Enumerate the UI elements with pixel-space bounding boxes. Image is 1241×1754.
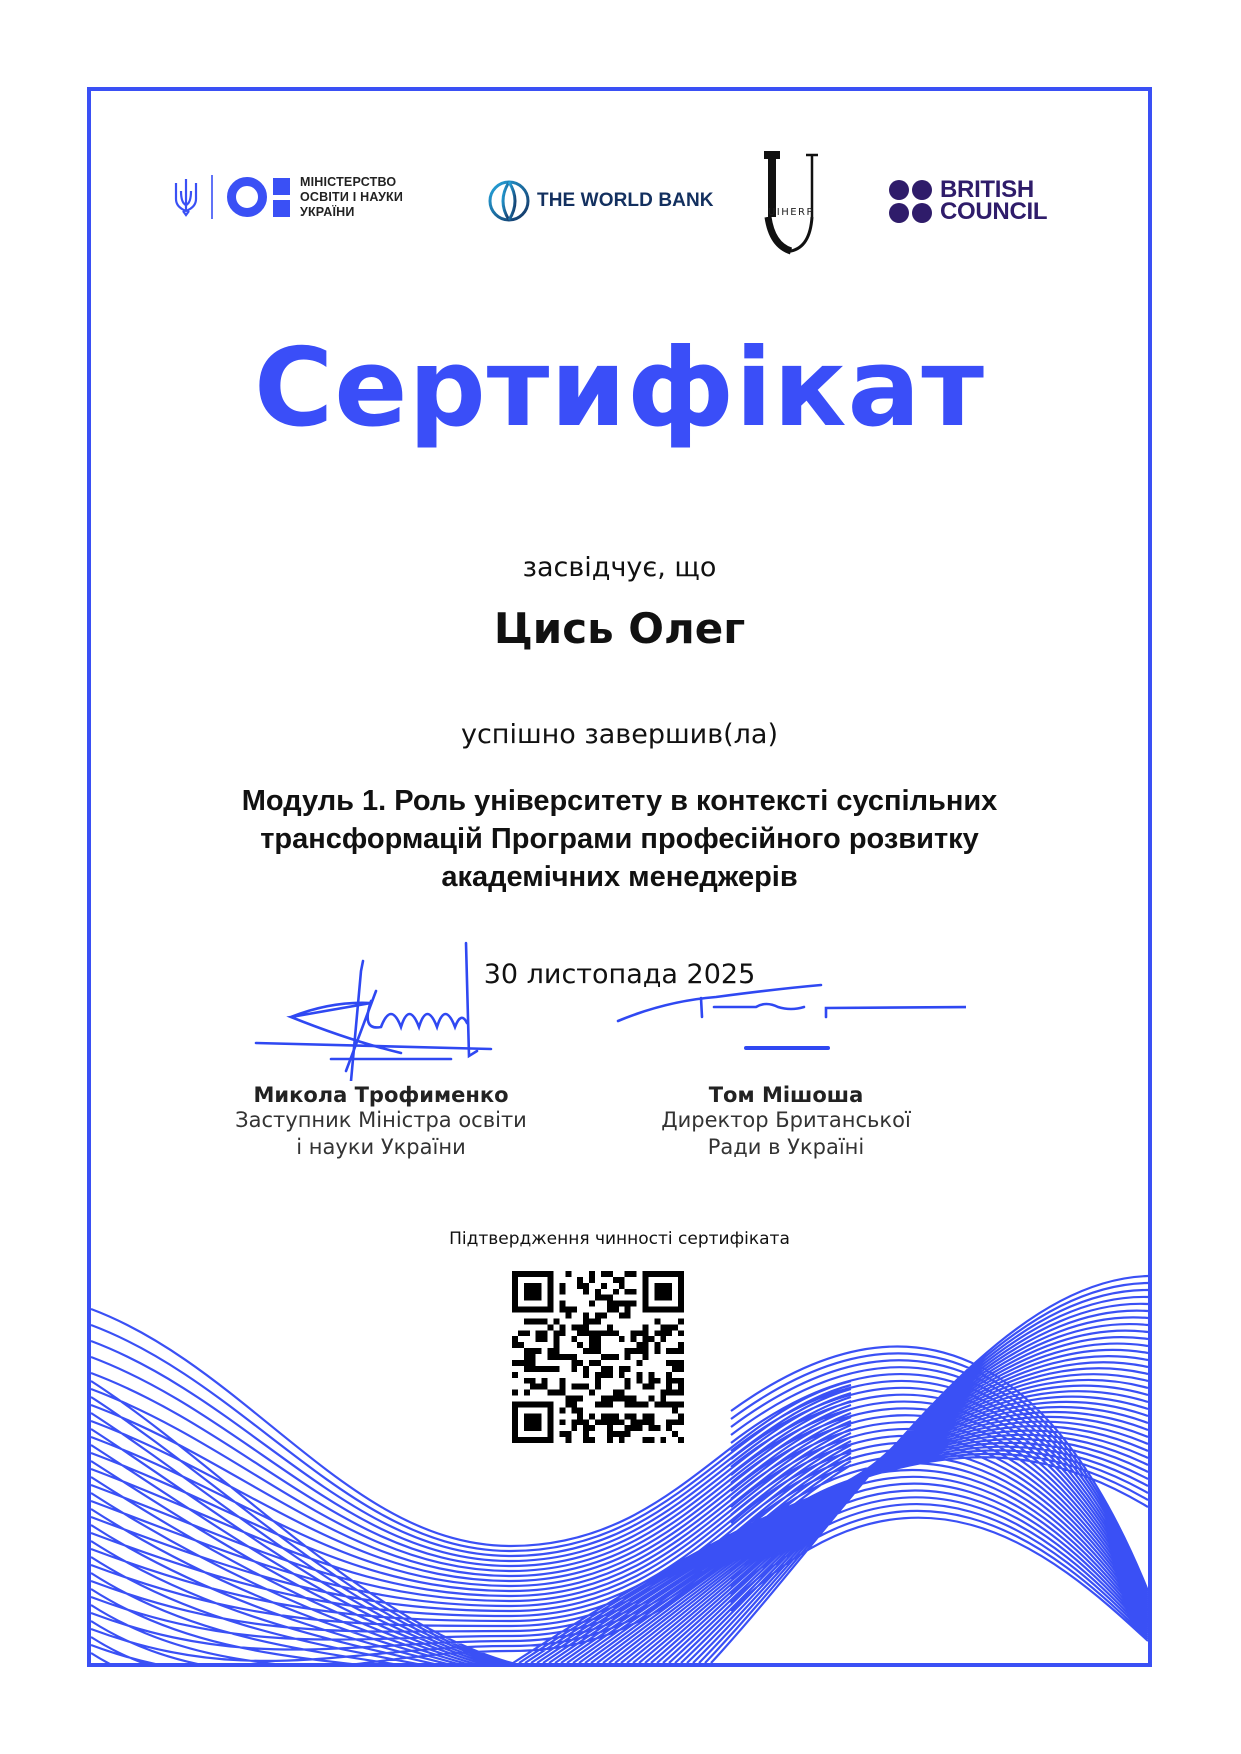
signatory-left: [201, 931, 561, 1161]
ministry-name-line: ОСВІТИ І НАУКИ: [300, 189, 404, 204]
certificate-frame: [87, 87, 1152, 1667]
recipient-name: Цись Олег: [493, 604, 746, 653]
qr-code[interactable]: [504, 1263, 692, 1451]
ministry-logo: [173, 168, 403, 226]
issue-date: 30 листопада 2025: [483, 959, 756, 990]
four-dots-icon: [889, 180, 932, 223]
qr-code-icon[interactable]: [512, 1271, 684, 1443]
trident-icon: [173, 177, 199, 217]
british-council-name: [940, 176, 1048, 225]
certificate-title: Сертифікат: [253, 326, 986, 451]
verification-label: Підтвердження чинності сертифіката: [449, 1229, 790, 1249]
ministry-ring-icon: [227, 177, 267, 217]
uiherp-logo: [758, 147, 824, 257]
signatory-role: Директор Британської: [661, 1108, 911, 1132]
globe-icon: [487, 179, 531, 223]
logo-divider: [211, 175, 213, 219]
signatory-role: Заступник Міністра освіти: [235, 1108, 527, 1132]
signatory-name: Том Мішоша: [708, 1083, 864, 1107]
signatory-role: і науки України: [296, 1135, 466, 1159]
world-bank-name: THE WORLD BANK: [537, 190, 714, 211]
partner-logos: [91, 91, 1148, 331]
british-council-logo: [889, 171, 1047, 231]
course-title: Модуль 1. Роль університету в контексті суспільних трансформацій Програми професійного розвитку академічних менеджерів: [241, 785, 998, 893]
ministry-squares-icon: [273, 178, 290, 217]
world-bank-logo: [487, 171, 714, 231]
british-council-name-line: BRITISH: [940, 176, 1034, 203]
signature-icon: [606, 981, 966, 1081]
british-council-name-line: COUNCIL: [940, 198, 1048, 225]
ministry-name: [300, 175, 403, 220]
signatory-role: Ради в Україні: [707, 1135, 865, 1159]
u-letter-icon: [758, 147, 824, 257]
completed-text: успішно завершив(ла): [460, 719, 779, 750]
certifies-text: засвідчує, що: [522, 552, 717, 583]
signatory-name: Микола Трофименко: [253, 1083, 509, 1107]
ministry-name-line: УКРАЇНИ: [300, 204, 355, 219]
svg-text:UIHERP: UIHERP: [767, 207, 815, 218]
signature-icon: [251, 931, 511, 1081]
ministry-name-line: МІНІСТЕРСТВО: [300, 174, 397, 189]
signatory-right: [596, 981, 976, 1161]
